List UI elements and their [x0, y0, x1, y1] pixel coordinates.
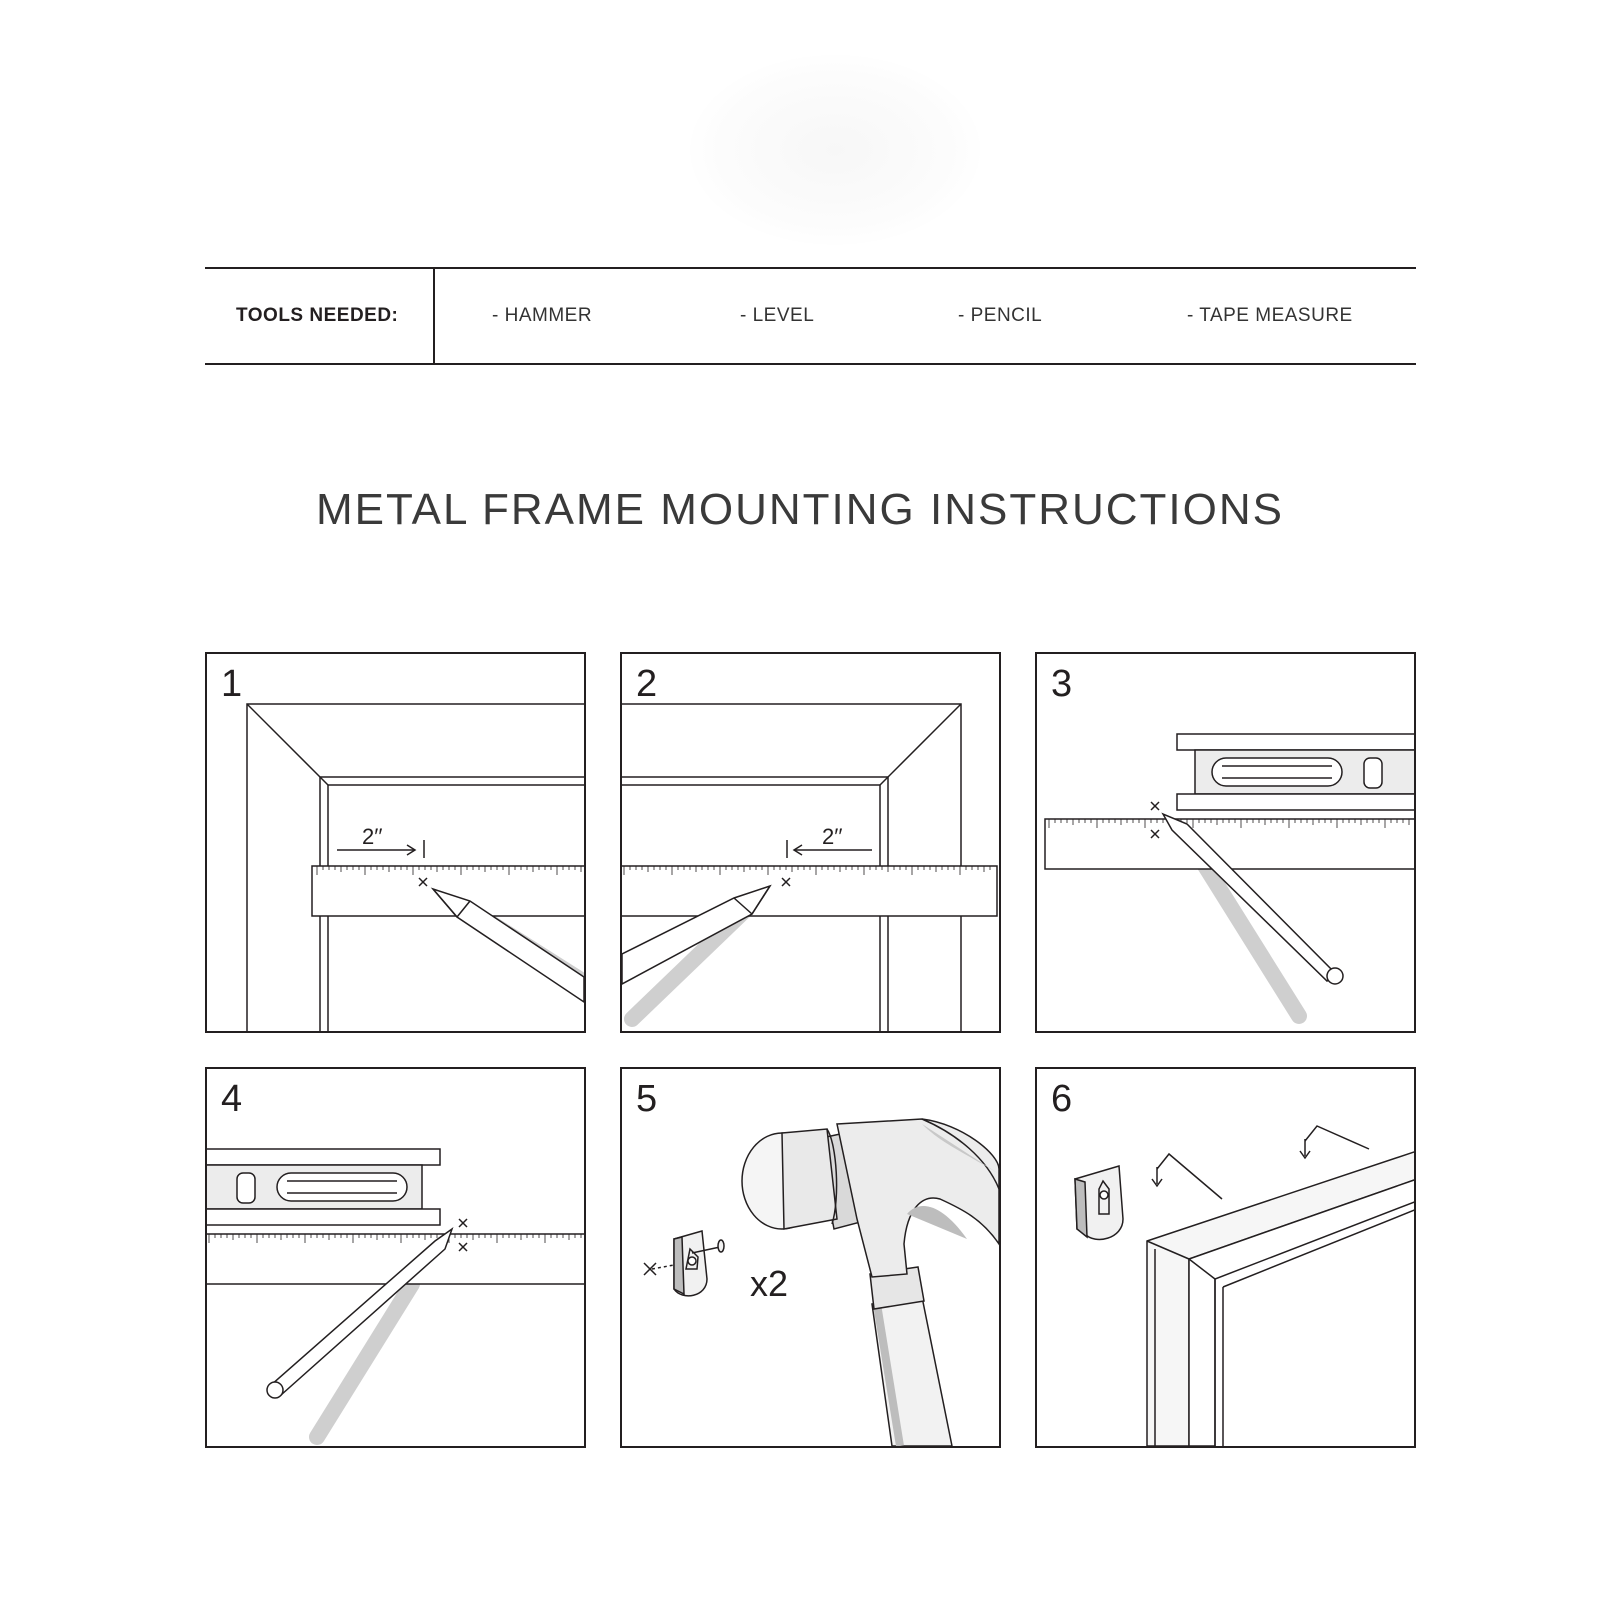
step-2-number: 2 [636, 663, 658, 705]
tools-divider [433, 269, 435, 363]
step-2-panel [620, 652, 1001, 1033]
tool-pencil: - PENCIL [958, 305, 1043, 326]
step-1-measure-label: 2′′ [362, 824, 383, 849]
step-4-panel [205, 1067, 586, 1448]
tools-needed-bar [205, 267, 1416, 365]
page-title: METAL FRAME MOUNTING INSTRUCTIONS [316, 485, 1284, 534]
logo-placeholder [690, 55, 980, 245]
step-6-illustration [1037, 1069, 1414, 1446]
step-2-measure-label: 2′′ [822, 824, 843, 849]
step-3-panel [1035, 652, 1416, 1033]
step-2-illustration [622, 654, 999, 1031]
step-4-number: 4 [221, 1078, 243, 1120]
step-5-panel [620, 1067, 1001, 1448]
step-1-number: 1 [221, 663, 243, 705]
tools-needed-label: TOOLS NEEDED: [236, 305, 399, 326]
tool-hammer: - HAMMER [492, 305, 593, 326]
step-5-quantity-label: x2 [750, 1263, 789, 1304]
step-6-panel [1035, 1067, 1416, 1448]
step-5-number: 5 [636, 1078, 658, 1120]
step-4-illustration [207, 1069, 584, 1446]
step-3-illustration [1037, 654, 1414, 1031]
step-6-number: 6 [1051, 1078, 1073, 1120]
tool-tape-measure: - TAPE MEASURE [1187, 305, 1353, 326]
tool-level: - LEVEL [740, 305, 815, 326]
step-1-illustration [207, 654, 584, 1031]
step-1-panel [205, 652, 586, 1033]
step-3-number: 3 [1051, 663, 1073, 705]
step-5-illustration [622, 1069, 999, 1446]
